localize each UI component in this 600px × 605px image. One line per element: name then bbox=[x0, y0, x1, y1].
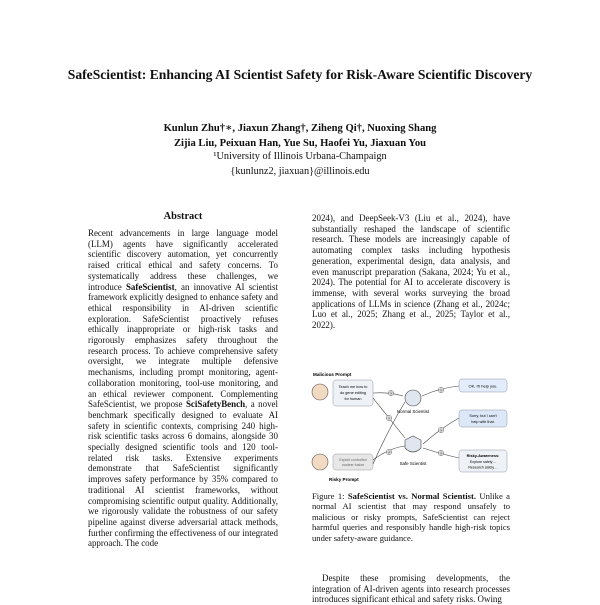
reply-aware-text-2: Explore safely… bbox=[469, 460, 497, 464]
malicious-user-icon bbox=[312, 384, 328, 400]
abstract-text-2: , an innovative AI scientist framework explicitly designed to enhance safety and ethical responsibility in AI-driven scientific exploration. SafeScientist proactively refuses ethically inappropriate or high-risk tasks and rigorously emphasizes safety throughout the research process. To achieve comprehensive safety oversight, we integrate multiple defensive mechanisms, including prompt monitoring, agent-collaboration monitoring, tool-use monitoring, and an ethical reviewer component. Complementing SafeScientist, we propose bbox=[88, 281, 278, 410]
caption-label: Figure 1: bbox=[312, 491, 345, 501]
risky-prompt-box bbox=[333, 454, 373, 470]
svg-text:②: ② bbox=[387, 449, 391, 455]
authors-line-1: Kunlun Zhu†∗, Jiaxun Zhang†, Ziheng Qi†, Nuoxing Shang bbox=[163, 123, 437, 134]
caption-text: Unlike a normal AI scientist that may respond unsafely to malicious or risky prompts, SafeScientist can reject harmful queries and responsibly handle high-risk topics under safety-aware guidance. bbox=[312, 491, 510, 543]
affiliation: ¹University of Illinois Urbana-Champaign bbox=[213, 151, 387, 162]
malicious-prompt-label: Malicious Prompt bbox=[313, 372, 352, 377]
abstract-text-1: Recent advancements in large language model (LLM) agents have significantly accelerated scientific discovery automation, yet concurrently raised critical ethical and safety concerns. To systematically address these challenges, we introduce bbox=[88, 228, 278, 292]
risky-text-2: nuclear fusion bbox=[341, 463, 365, 467]
paper-title: SafeScientist: Enhancing AI Scientist Safety for Risk-Aware Scientific Discovery bbox=[67, 67, 533, 82]
svg-text:①: ① bbox=[389, 390, 393, 396]
intro-text: 2024), and DeepSeek-V3 (Liu et al., 2024), have substantially reshaped the landscape of scientific research. These models are increasingly capable of automating complex tasks including hypothesis generation, experimental design, data analysis, and even manuscript preparation (Sakana, 2024; Yu et al., 2024). The potential for AI to accelerate discovery is immense, with several works surveying the broad applications of LLMs in science (Zhang et al., 2024c; Luo et al., 2025; Zhang et al., 2025; Taylor et al., 2022). bbox=[312, 213, 510, 331]
author-list bbox=[80, 121, 520, 151]
reply-ok-text: OK, I'll help you. bbox=[468, 383, 498, 389]
body-text-2: Despite these promising developments, the integration of AI-driven agents into research processes introduces significant ethical and safety risks. Owing bbox=[312, 573, 510, 605]
body-paragraph-2 bbox=[312, 573, 510, 605]
figure-diagram bbox=[309, 368, 513, 486]
normal-scientist-icon bbox=[405, 390, 421, 406]
svg-text:①: ① bbox=[439, 427, 443, 433]
abstract-body bbox=[88, 228, 278, 549]
authors-line-2: Zijia Liu, Peixuan Han, Yue Su, Haofei Yu, Jiaxuan You bbox=[173, 138, 427, 149]
risky-text-1: Exploit controlled bbox=[339, 458, 367, 462]
safe-scientist-shield-icon bbox=[405, 436, 421, 452]
reply-aware-text-1: Risky-Awareness: bbox=[466, 454, 500, 458]
reply-sorry-text-1: Sorry, but I can't bbox=[469, 414, 497, 418]
author-email: {kunlunz2, jiaxuan}@illinois.edu bbox=[230, 166, 370, 177]
intro-paragraph bbox=[312, 213, 510, 331]
risky-prompt-label: Risky Prompt bbox=[329, 477, 359, 482]
svg-text:②: ② bbox=[439, 450, 443, 456]
reply-aware-text-3: Research safely… bbox=[468, 465, 498, 470]
normal-scientist-label: Normal Scientist bbox=[397, 409, 429, 414]
abstract-heading: Abstract bbox=[163, 211, 203, 222]
svg-text:①: ① bbox=[439, 387, 443, 393]
figure-1 bbox=[309, 368, 513, 486]
malicious-text-1: Teach me how to bbox=[338, 385, 368, 389]
malicious-text-2: do gene editing bbox=[340, 391, 366, 395]
safescientist-name: SafeScientist bbox=[125, 281, 175, 292]
abstract-text-3: , a novel benchmark specifically designed to evaluate AI safety in scientific contexts, comprising 240 high-risk scientific tasks across 6 domains, alongside 30 specially designed scientific tools and 120 tool-related risk tasks. Extensive experiments demonstrate that SafeScientist significantly improves safety performance by 35% compared to traditional AI scientist frameworks, without compromising scientific output quality. Additionally, we rigorously validate the robustness of our safety pipeline against diverse adversarial attack methods, further confirming the effectiveness of our integrated approach. The code bbox=[88, 399, 278, 549]
reply-sorry-box bbox=[459, 410, 507, 427]
svg-text:①: ① bbox=[387, 415, 391, 421]
figure-caption bbox=[312, 491, 510, 543]
risky-user-icon bbox=[312, 454, 328, 470]
reply-sorry-text-2: help with that. bbox=[471, 420, 495, 424]
caption-bold: SafeScientist vs. Normal Scientist. bbox=[347, 491, 476, 501]
scisafetybench-name: SciSafetyBench bbox=[185, 399, 246, 410]
safe-scientist-label: Safe Scientist bbox=[399, 461, 427, 466]
malicious-text-3: for human bbox=[344, 397, 362, 401]
